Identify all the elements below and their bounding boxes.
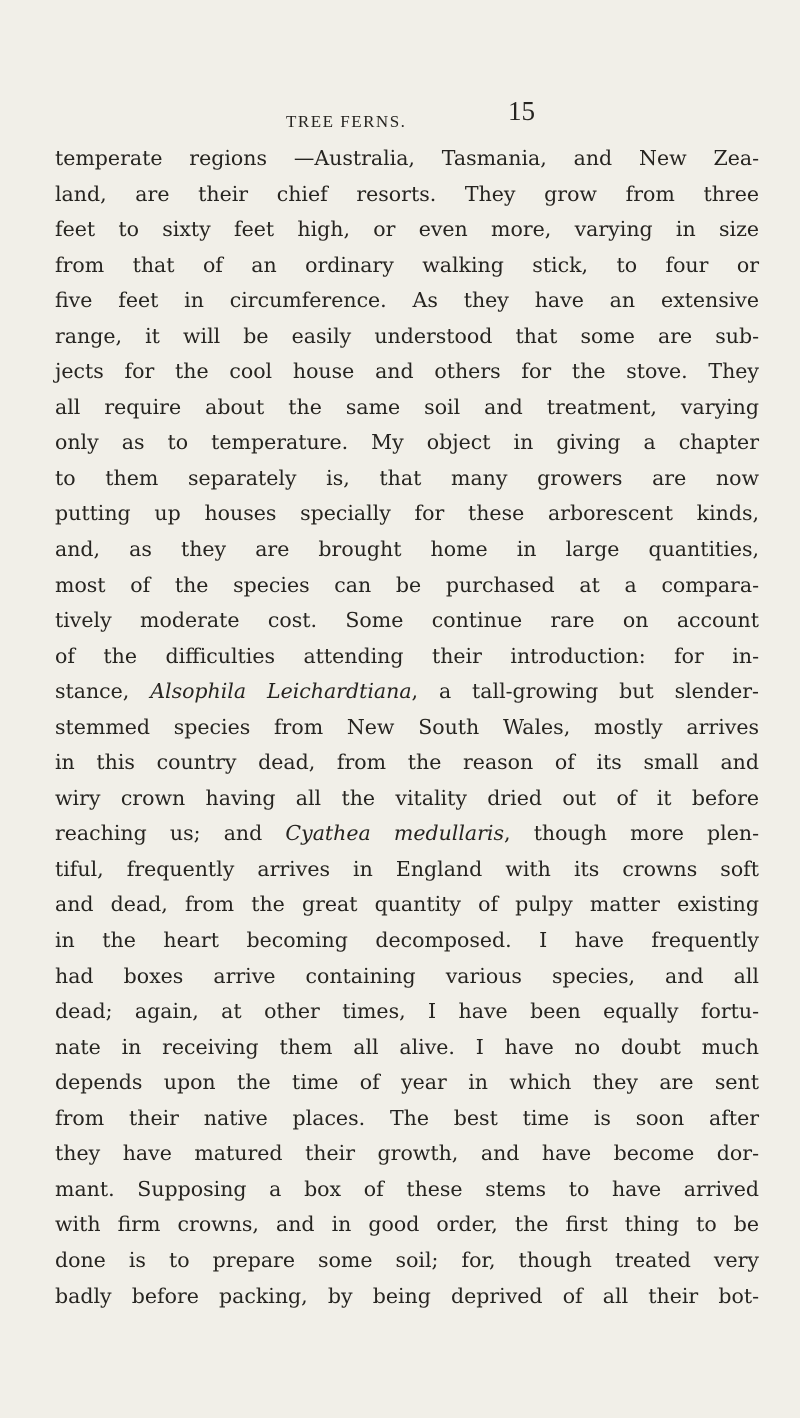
page-number: 15 [508,96,535,126]
text-line: dead; again, at other times, I have been equally fortu- [55,999,759,1024]
text-run: , though more plen- [504,821,759,846]
text-line: in this country dead, from the reason of its small and [55,750,759,775]
text-line: all require about the same soil and treatment, varying [55,394,759,419]
text-line: of the difficulties attending their introduction: for in- [55,643,759,668]
text-line: wiry crown having all the vitality dried out of it before [55,785,759,810]
text-line: and dead, from the great quantity of pulpy matter existing [55,892,759,917]
text-line: range, it will be easily understood that some are sub- [55,323,759,348]
text-line: tively moderate cost. Some continue rare on account [55,608,759,633]
species-name: Alsophila Leichardtiana [150,679,412,704]
text-line: with firm crowns, and in good order, the first thing to be [55,1212,759,1237]
text-line-with-species [55,816,759,852]
text-line: nate in receiving them all alive. I have no doubt much [55,1034,759,1059]
text-line: most of the species can be purchased at a compara- [55,572,759,597]
species-name: Cyathea medullaris [285,821,504,846]
text-line: from their native places. The best time is soon after [55,1105,759,1130]
text-line: land, are their chief resorts. They grow from three [55,181,759,206]
text-line: jects for the cool house and others for the stove. They [55,359,759,384]
running-title: TREE FERNS. [286,112,407,131]
text-line: five feet in circumference. As they have an extensive [55,288,759,313]
text-line-with-species [55,674,759,710]
text-run: reaching us; and [55,821,286,846]
text-line: temperate regions —Australia, Tasmania, and New Zea- [55,146,759,170]
text-line: in the heart becoming decomposed. I have frequently [55,928,759,953]
text-line: tiful, frequently arrives in England with its crowns soft [55,856,759,881]
body-text [55,141,759,1314]
text-line: from that of an ordinary walking stick, to four or [55,252,759,277]
text-line: badly before packing, by being deprived of all their bot- [55,1283,759,1308]
text-line: done is to prepare some soil; for, though treated very [55,1247,759,1272]
text-line: depends upon the time of year in which they are sent [55,1070,759,1095]
text-line: stemmed species from New South Wales, mostly arrives [55,714,759,739]
text-run: stance, [55,679,151,704]
text-line: had boxes arrive containing various species, and all [55,963,759,988]
text-line: and, as they are brought home in large quantities, [55,537,759,562]
text-run: , a tall-growing but slender- [411,679,759,704]
text-line: putting up houses specially for these arborescent kinds, [55,501,759,526]
text-line: to them separately is, that many growers are now [55,465,759,490]
text-line: mant. Supposing a box of these stems to have arrived [55,1176,759,1201]
running-head [0,94,800,134]
text-line: only as to temperature. My object in giving a chapter [55,430,759,455]
text-line: feet to sixty feet high, or even more, varying in size [55,217,759,242]
text-line: they have matured their growth, and have become dor- [55,1141,759,1166]
